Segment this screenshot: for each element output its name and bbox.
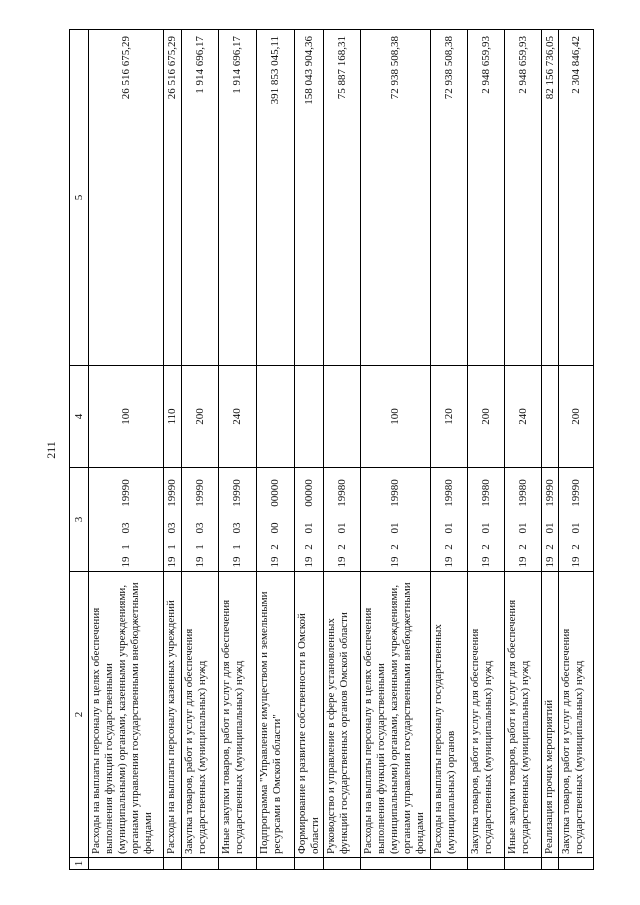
row-name: Закупка товаров, работ и услуг для обеспечения государственных (муниципальных) нужд	[182, 572, 219, 858]
code-part-2: 2	[302, 544, 315, 550]
code-part-2: 2	[569, 544, 582, 550]
row-expense-type	[295, 366, 324, 468]
row-code	[559, 468, 594, 572]
row-code	[542, 468, 559, 572]
row-col-1-cell	[89, 858, 164, 870]
code-part-4: 19990	[569, 479, 582, 507]
row-name: Расходы на выплаты персоналу государственных (муниципальных) органов	[431, 572, 468, 858]
code-part-2: 2	[442, 544, 455, 550]
code-part-4: 19990	[193, 479, 206, 507]
row-expense-type: 100	[89, 366, 164, 468]
budget-table	[69, 29, 594, 870]
code-part-2: 2	[389, 544, 401, 550]
code-part-2: 1	[166, 544, 178, 550]
row-name: Реализация прочих мероприятий	[542, 572, 559, 858]
table-row	[468, 30, 505, 870]
code-part-3: 00	[269, 522, 281, 534]
row-code	[257, 468, 295, 572]
row-amount: 26 516 675,29	[164, 30, 182, 366]
code-part-4: 19980	[335, 479, 348, 507]
row-code	[361, 468, 431, 572]
row-col-1-cell	[257, 858, 295, 870]
row-name: Закупка товаров, работ и услуг для обеспечения государственных (муниципальных) нужд	[468, 572, 505, 858]
row-name: Расходы на выплаты персоналу в целях обеспечения выполнения функций государственными (муниципальными) органами, казенными учреждениями, органами управления государственными внебюджетными фондами	[361, 572, 431, 858]
code-part-3: 01	[543, 522, 556, 534]
row-amount: 72 938 508,38	[431, 30, 468, 366]
row-col-1-cell	[295, 858, 324, 870]
row-expense-type: 240	[219, 366, 257, 468]
code-part-4: 19990	[119, 479, 132, 507]
code-part-4: 19980	[442, 479, 455, 507]
row-code	[182, 468, 219, 572]
row-col-1-cell	[468, 858, 505, 870]
code-part-1: 19	[516, 556, 529, 568]
row-expense-type: 200	[182, 366, 219, 468]
code-part-3: 01	[302, 522, 315, 534]
row-expense-type: 240	[505, 366, 542, 468]
code-part-4: 00000	[302, 479, 315, 507]
row-expense-type: 200	[559, 366, 594, 468]
code-part-4: 19990	[166, 479, 178, 507]
code-part-2: 2	[516, 544, 529, 550]
row-expense-type: 120	[431, 366, 468, 468]
row-code	[431, 468, 468, 572]
code-part-4: 19980	[479, 479, 492, 507]
row-name: Иные закупки товаров, работ и услуг для обеспечения государственных (муниципальных) нужд	[219, 572, 257, 858]
row-code	[324, 468, 361, 572]
row-col-1-cell	[505, 858, 542, 870]
page-number: 211	[44, 441, 58, 459]
row-col-1-cell	[431, 858, 468, 870]
row-code	[164, 468, 182, 572]
table-row	[295, 30, 324, 870]
code-part-1: 19	[119, 556, 132, 568]
row-amount: 72 938 508,38	[361, 30, 431, 366]
code-part-1: 19	[166, 556, 178, 568]
code-part-2: 1	[119, 544, 132, 550]
row-expense-type: 110	[164, 366, 182, 468]
table-header-row	[70, 30, 89, 870]
code-part-3: 01	[442, 522, 455, 534]
code-part-2: 2	[335, 544, 348, 550]
table-row	[559, 30, 594, 870]
code-part-1: 19	[389, 556, 401, 568]
row-amount: 82 156 736,05	[542, 30, 559, 366]
row-amount: 391 853 045,11	[257, 30, 295, 366]
code-part-1: 19	[442, 556, 455, 568]
row-amount: 75 887 168,31	[324, 30, 361, 366]
code-part-3: 03	[166, 522, 178, 534]
table-row	[505, 30, 542, 870]
row-amount: 1 914 696,17	[219, 30, 257, 366]
header-col-1: 1	[70, 858, 89, 870]
header-col-5: 5	[70, 30, 89, 366]
row-col-1-cell	[164, 858, 182, 870]
code-part-1: 19	[479, 556, 492, 568]
table-row	[182, 30, 219, 870]
row-name: Закупка товаров, работ и услуг для обеспечения государственных (муниципальных) нужд	[559, 572, 594, 858]
table-row	[324, 30, 361, 870]
row-code	[89, 468, 164, 572]
row-code	[505, 468, 542, 572]
row-col-1-cell	[559, 858, 594, 870]
row-col-1-cell	[542, 858, 559, 870]
row-expense-type	[324, 366, 361, 468]
code-part-3: 01	[516, 522, 529, 534]
code-part-1: 19	[193, 556, 206, 568]
code-part-3: 03	[119, 522, 132, 534]
code-part-4: 19990	[543, 479, 556, 507]
code-part-3: 01	[389, 522, 401, 534]
header-col-3: 3	[70, 468, 89, 572]
code-part-2: 1	[231, 544, 243, 550]
code-part-1: 19	[231, 556, 243, 568]
code-part-1: 19	[269, 556, 281, 568]
table-body	[89, 30, 594, 870]
table-row	[164, 30, 182, 870]
row-name: Иные закупки товаров, работ и услуг для обеспечения государственных (муниципальных) нужд	[505, 572, 542, 858]
table-row	[361, 30, 431, 870]
row-expense-type: 100	[361, 366, 431, 468]
row-col-1-cell	[361, 858, 431, 870]
header-col-4: 4	[70, 366, 89, 468]
table-row	[542, 30, 559, 870]
row-col-1-cell	[219, 858, 257, 870]
code-part-1: 19	[543, 556, 556, 568]
code-part-3: 03	[193, 522, 206, 534]
code-part-2: 2	[269, 544, 281, 550]
row-col-1-cell	[324, 858, 361, 870]
code-part-1: 19	[302, 556, 315, 568]
row-expense-type	[542, 366, 559, 468]
row-amount: 2 304 846,42	[559, 30, 594, 366]
row-amount: 158 043 904,36	[295, 30, 324, 366]
code-part-4: 19980	[516, 479, 529, 507]
code-part-2: 2	[479, 544, 492, 550]
row-col-1-cell	[182, 858, 219, 870]
table-row	[431, 30, 468, 870]
row-code	[295, 468, 324, 572]
rotated-content	[41, 30, 617, 870]
code-part-3: 01	[335, 522, 348, 534]
code-part-1: 19	[335, 556, 348, 568]
row-code	[219, 468, 257, 572]
row-name: Руководство и управление в сфере установленных функций государственных органов Омской области	[324, 572, 361, 858]
header-col-2: 2	[70, 572, 89, 858]
table-row	[219, 30, 257, 870]
row-expense-type	[257, 366, 295, 468]
row-name: Расходы на выплаты персоналу в целях обеспечения выполнения функций государственными (муниципальными) органами, казенными учреждениями, органами управления государственными внебюджетными фондами	[89, 572, 164, 858]
code-part-4: 19980	[389, 479, 401, 507]
code-part-3: 03	[231, 522, 243, 534]
row-amount: 1 914 696,17	[182, 30, 219, 366]
code-part-3: 01	[569, 522, 582, 534]
row-amount: 26 516 675,29	[89, 30, 164, 366]
table-row	[89, 30, 164, 870]
code-part-4: 19990	[231, 479, 243, 507]
code-part-4: 00000	[269, 479, 281, 507]
row-expense-type: 200	[468, 366, 505, 468]
table-row	[257, 30, 295, 870]
code-part-1: 19	[569, 556, 582, 568]
code-part-2: 2	[543, 544, 556, 550]
row-name: Формирование и развитие собственности в Омской области	[295, 572, 324, 858]
row-name: Расходы на выплаты персоналу казенных учреждений	[164, 572, 182, 858]
code-part-3: 01	[479, 522, 492, 534]
row-amount: 2 948 659,93	[505, 30, 542, 366]
row-code	[468, 468, 505, 572]
row-amount: 2 948 659,93	[468, 30, 505, 366]
code-part-2: 1	[193, 544, 206, 550]
row-name: Подпрограмма "Управление имуществом и земельными ресурсами в Омской области"	[257, 572, 295, 858]
